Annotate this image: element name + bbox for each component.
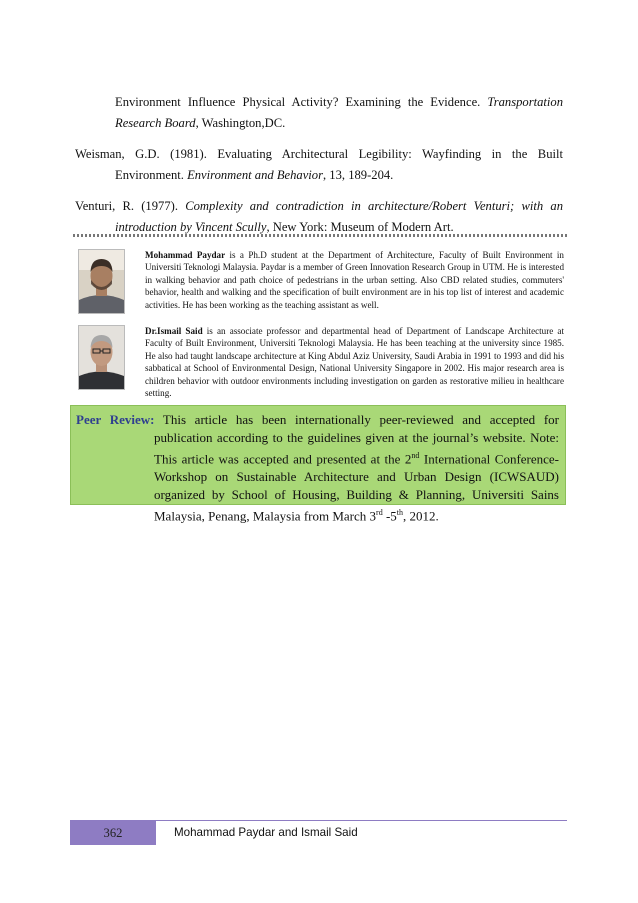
author-photo-said (78, 325, 125, 390)
peer-review-body: International Conference-Workshop on Sustainable Architecture and Urban Design (ICWSAUD) organized by School of Housing, Building & Planning, Universiti Sains Malaysia, Penang, Malaysia from March 3 (154, 451, 560, 524)
reference-source: Transportation Research Board (115, 95, 563, 130)
section-divider (73, 234, 568, 237)
author-photo-paydar (78, 249, 125, 314)
superscript: nd (411, 451, 420, 460)
portrait-icon (79, 326, 124, 389)
reference-text: Weisman, G.D. (1981). Evaluating Architectural Legibility: Wayfinding in the Built Environment. (75, 147, 563, 182)
bio-body: is an associate professor and departmental head of Department of Landscape Architecture at Faculty of Built Environment, Universiti Teknologi Malaysia. He has been teaching at the university since 1985. He also had taught landscape architecture at King Abdul Aziz University, Saudi Arabia in 1991 to 1993 and did his sabbatical at School of Environmental Design, National University Singapore in 2002. His major research area is children behavior with outdoor environments including investigation on garden as restorative milieu in healthcare setting. (145, 326, 564, 399)
author-bio-paydar (73, 249, 568, 319)
peer-review-body: This article has been internationally peer-reviewed and accepted for publication according to the guidelines given at the journal’s website. Note: This article was accepted and presented at the 2 (154, 412, 559, 467)
page-footer (70, 819, 567, 843)
references-list (75, 92, 563, 248)
reference-text: , New York: Museum of Modern Art. (266, 220, 454, 234)
superscript: th (396, 508, 404, 518)
reference-item (75, 144, 563, 186)
page-number: 362 (70, 821, 156, 845)
author-name: Dr.Ismail Said (145, 326, 203, 336)
superscript: rd (376, 508, 383, 518)
reference-source: Complexity and contradiction in architecture/Robert Venturi; with an introduction by Vincent Scully (115, 199, 563, 234)
reference-source: Environment and Behavior (187, 168, 323, 182)
bio-body: is a Ph.D student at the Department of Architecture, Faculty of Built Environment in Universiti Teknologi Malaysia. Paydar is a member of Green Innovation Research Group in UTM. He is interested in walking behavior and path choice of pedestrians in the urban setting. Also CBD related studies, commuters' behavior, health and walking and the specification of built environment are in his top list of interest and academic activities. He has been working as the teaching assistant as well. (145, 250, 564, 310)
peer-review-label: Peer Review: (76, 412, 155, 427)
reference-text: , Washington,DC. (195, 116, 286, 130)
peer-review-text (76, 411, 559, 526)
reference-item (75, 92, 563, 134)
portrait-icon (79, 250, 124, 313)
running-authors: Mohammad Paydar and Ismail Said (174, 826, 358, 839)
bio-text (145, 325, 564, 399)
peer-review-body: , 2012. (403, 508, 439, 524)
author-name: Mohammad Paydar (145, 250, 226, 260)
peer-review-box (70, 405, 566, 524)
reference-item (75, 196, 563, 238)
bio-text (145, 249, 564, 311)
reference-text: Environment Influence Physical Activity? Examining the Evidence. (115, 95, 488, 109)
reference-text: , 13, 189-204. (323, 168, 394, 182)
reference-text: Venturi, R. (1977). (75, 199, 186, 213)
peer-review-body: -5 (382, 508, 397, 524)
author-bio-said (73, 325, 568, 399)
